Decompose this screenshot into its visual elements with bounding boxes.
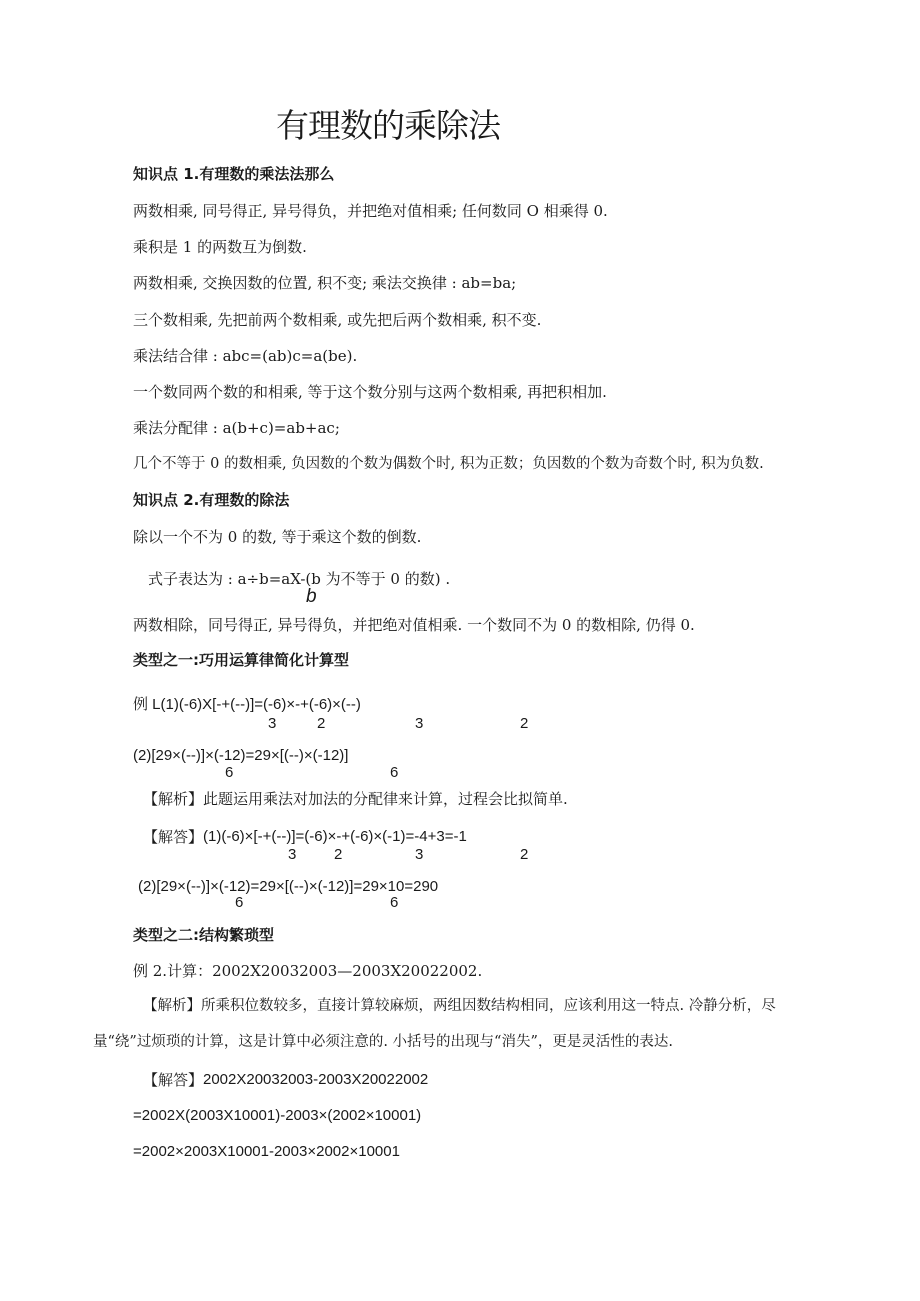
kp1-line-4: 三个数相乘, 先把前两个数相乘, 或先把后两个数相乘, 积不变. xyxy=(133,311,542,329)
answer-1-sub-1: 3 xyxy=(288,846,297,863)
kp1-line-8: 几个不等于 0 的数相乘, 负因数的个数为偶数个时, 积为正数；负因数的个数为奇数个时, 积为负数. xyxy=(133,456,764,472)
answer-1-label: 【解答】 xyxy=(143,828,204,846)
example-1-part-1: 例 L(1)(-6)X[-+(--)]=(-6)×-+(-6)×(--) xyxy=(133,696,361,713)
kp2-formula: 式子表达为 : a÷b=aX-(b 为不等于 0 的数) . xyxy=(148,570,451,588)
example-1-part-2: (2)[29×(--)]×(-12)=29×[(--)×(-12)] xyxy=(133,747,349,764)
answer-1b-sub-2: 6 xyxy=(390,894,399,911)
type1-heading: 类型之一:巧用运算律简化计算型 xyxy=(133,651,350,669)
example-1b-sub-1: 6 xyxy=(225,764,234,781)
type1-analysis: 【解析】此题运用乘法对加法的分配律来计算，过程会比拟简单. xyxy=(143,790,568,808)
example-1-sub-3: 3 xyxy=(415,715,424,732)
example-1b-sub-2: 6 xyxy=(390,764,399,781)
answer-1-part-1: (1)(-6)×[-+(--)]=(-6)×-+(-6)×(-1)=-4+3=-1 xyxy=(203,828,467,845)
kp1-line-1: 两数相乘, 同号得正, 异号得负，并把绝对值相乘; 任何数同 O 相乘得 0. xyxy=(133,202,608,220)
kp1-line-3: 两数相乘, 交换因数的位置, 积不变; 乘法交换律 : ab=ba; xyxy=(133,274,517,292)
answer-1-sub-2: 2 xyxy=(334,846,343,863)
type2-analysis-line-1: 【解析】所乘积位数较多，直接计算较麻烦，两组因数结构相同，应该利用这一特点. 冷静分析，尽 xyxy=(143,998,776,1014)
example-1-sub-2: 2 xyxy=(317,715,326,732)
kp1-line-6: 一个数同两个数的和相乘, 等于这个数分别与这两个数相乘, 再把积相加. xyxy=(133,383,607,401)
answer-1b-sub-1: 6 xyxy=(235,894,244,911)
answer-2-line-2: =2002X(2003X10001)-2003×(2002×10001) xyxy=(133,1107,422,1124)
answer-1-part-2: (2)[29×(--)]×(-12)=29×[(--)×(-12)]=29×10=290 xyxy=(138,878,439,895)
kp2-line-1: 除以一个不为 0 的数, 等于乘这个数的倒数. xyxy=(133,528,422,546)
kp1-line-5: 乘法结合律 : abc=(ab)c=a(be). xyxy=(133,347,358,365)
kp2-formula-denominator: b xyxy=(306,586,317,607)
answer-1-sub-4: 2 xyxy=(520,846,529,863)
kp2-heading: 知识点 2.有理数的除法 xyxy=(133,491,290,509)
answer-2-line-3: =2002×2003X10001-2003×2002×10001 xyxy=(133,1143,400,1160)
example-1-sub-4: 2 xyxy=(520,715,529,732)
answer-2-label: 【解答】 xyxy=(143,1071,204,1089)
example-2: 例 2.计算：2002X20032003—2003X20022002. xyxy=(133,962,483,980)
kp1-heading: 知识点 1.有理数的乘法法那么 xyxy=(133,165,335,183)
type2-heading: 类型之二:结构繁琐型 xyxy=(133,926,274,944)
kp1-line-2: 乘积是 1 的两数互为倒数. xyxy=(133,238,307,256)
example-1-sub-1: 3 xyxy=(268,715,277,732)
kp1-line-7: 乘法分配律 : a(b+c)=ab+ac; xyxy=(133,419,340,437)
page-title: 有理数的乘除法 xyxy=(276,106,500,145)
type2-analysis-line-2: 量“绕”过烦琐的计算，这是计算中必须注意的. 小括号的出现与“消失”，更是灵活性的表达. xyxy=(93,1034,673,1050)
answer-2-line-1: 2002X20032003-2003X20022002 xyxy=(203,1071,429,1088)
kp2-line-2: 两数相除，同号得正, 异号得负，并把绝对值相乘. 一个数同不为 0 的数相除, 仍得 0. xyxy=(133,616,695,634)
answer-1-sub-3: 3 xyxy=(415,846,424,863)
